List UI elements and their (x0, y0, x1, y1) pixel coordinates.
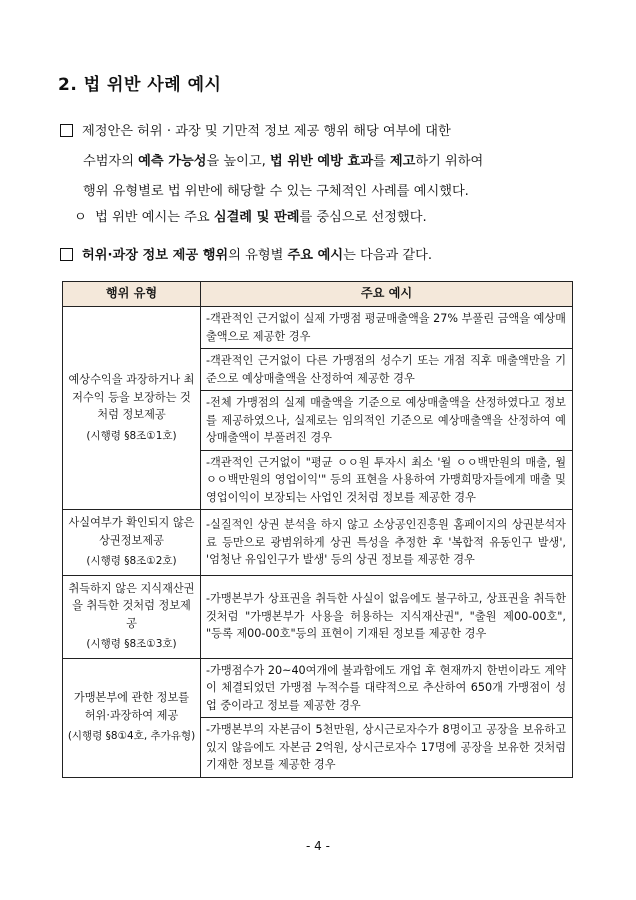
bullet-marker: ㅇ (74, 210, 87, 225)
sub-text: 법 위반 예시는 주요 (95, 210, 214, 225)
table-intro-paragraph (60, 241, 580, 271)
type-cell (63, 307, 201, 510)
p2-emphasis: 주요 예시 (287, 248, 344, 263)
type-cell (63, 575, 201, 658)
intro-text: 을 높이고, (206, 154, 270, 169)
header-examples: 주요 예시 (201, 282, 573, 307)
intro-line-3: 행위 유형별로 법 위반에 해당할 수 있는 구체적인 사례를 예시했다. (83, 184, 469, 199)
table-row (63, 307, 573, 349)
header-type: 행위 유형 (63, 282, 201, 307)
table-row (63, 658, 573, 718)
p2-text: 의 유형별 (228, 248, 288, 263)
type-label: 사실여부가 확인되지 않은 상권정보제공 (68, 516, 195, 547)
sub-emphasis: 심결례 및 판례 (213, 210, 300, 225)
intro-text: 수범자의 (83, 154, 139, 169)
p2-emphasis: 허위·과장 정보 제공 행위 (82, 248, 229, 263)
intro-line-2 (60, 147, 580, 177)
example-cell: -실질적인 상권 분석을 하지 않고 소상공인진흥원 홈페이지의 상권분석자료 등만으로 광범위하게 상권 특성을 추정한 후 '복합적 유동인구 발생', '엄청난 유입인구가 발생' 등의 상권 정보를 제공한 경우 (201, 510, 573, 576)
violation-examples-table (62, 281, 573, 778)
section-title: 2. 법 위반 사례 예시 (58, 75, 222, 95)
checkbox-square-icon (60, 248, 73, 261)
intro-text: 하기 위하여 (415, 154, 484, 169)
intro-emphasis: 제고 (389, 154, 416, 169)
p2-text: 는 다음과 같다. (343, 248, 433, 263)
sub-text: 를 중심으로 선정했다. (299, 210, 427, 225)
example-cell: -객관적인 근거없이 "평균 ㅇㅇ원 투자시 최소 '월 ㅇㅇ백만원의 매출, 월 ㅇㅇ백만원의 영업이익'" 등의 표현을 사용하여 가맹희망자들에게 매출 및 영업이익이 보장되는 사업인 것처럼 정보를 제공한 경우 (201, 450, 573, 510)
type-citation: (시행령 §8조①1호) (86, 429, 177, 442)
type-citation: (시행령 §8①4호, 추가유형) (67, 730, 196, 743)
table-row (63, 510, 573, 576)
example-cell: -가맹본부가 상표권을 취득한 사실이 없음에도 불구하고, 상표권을 취득한 것처럼 "가맹본부가 사용을 허용하는 지식재산권", "출원 제00-00호", "등록 제00-00호"등의 표현이 기재된 정보를 제공한 경우 (201, 575, 573, 658)
example-cell: -가맹점수가 20~40여개에 불과함에도 개업 후 현재까지 한번이라도 계약이 체결되었던 가맹점 누적수를 대략적으로 추산하여 650개 가맹점이 성업 중이라고 정보를 제공한 경우 (201, 658, 573, 718)
table-row (63, 575, 573, 658)
type-label: 가맹본부에 관한 정보를 허위·과장하여 제공 (73, 691, 190, 722)
checkbox-square-icon (60, 124, 73, 137)
intro-line-1: 제정안은 허위 · 과장 및 기만적 정보 제공 행위 해당 여부에 대한 (82, 124, 451, 139)
sub-bullet (74, 206, 427, 225)
type-cell (63, 510, 201, 576)
example-cell: -전체 가맹점의 실제 매출액을 기준으로 예상매출액을 산정하였다고 정보를 제공하였으나, 실제로는 임의적인 기준으로 예상매출액을 산정하여 예상매출액이 부풀려진 경우 (201, 391, 573, 451)
type-cell (63, 658, 201, 777)
intro-emphasis: 예측 가능성 (138, 154, 207, 169)
example-cell: -가맹본부의 자본금이 5천만원, 상시근로자수가 8명이고 공장을 보유하고 있지 않음에도 자본금 2억원, 상시근로자수 17명에 공장을 보유한 것처럼 기재한 정보를 제공한 경우 (201, 718, 573, 778)
type-label: 취득하지 않은 지식재산권을 취득한 것처럼 정보제공 (68, 581, 195, 630)
type-citation: (시행령 §8조①3호) (86, 638, 177, 650)
table-header-row (63, 282, 573, 307)
example-cell: -객관적인 근거없이 다른 가맹점의 성수기 또는 개점 직후 매출액만을 기준으로 예상매출액을 산정하여 제공한 경우 (201, 349, 573, 391)
intro-paragraph (60, 117, 580, 207)
intro-emphasis: 법 위반 예방 효과 (270, 154, 373, 169)
type-label: 예상수익을 과장하거나 최저수익 등을 보장하는 것처럼 정보제공 (68, 373, 195, 421)
type-citation: (시행령 §8조①2호) (86, 555, 177, 567)
page-number: - 4 - (306, 839, 330, 853)
example-cell: -객관적인 근거없이 실제 가맹점 평균매출액을 27% 부풀린 금액을 예상매출액으로 제공한 경우 (201, 307, 573, 349)
intro-text: 를 (372, 154, 390, 169)
